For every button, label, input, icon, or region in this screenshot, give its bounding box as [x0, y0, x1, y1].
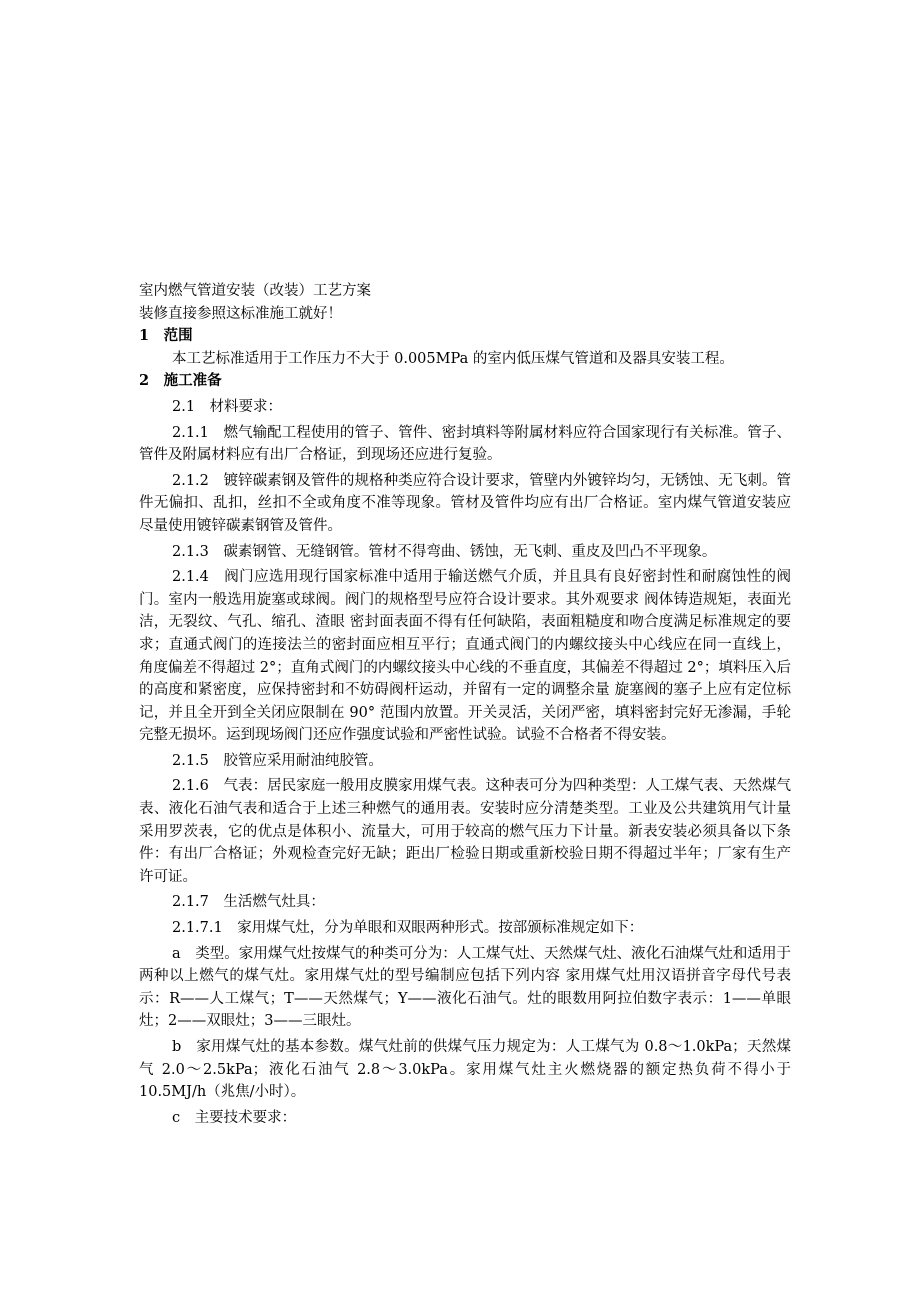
- paragraph-2-1-7: 2.1.7 生活燃气灶具：: [172, 894, 325, 911]
- section-1-text: 本工艺标准适用于工作压力不大于 0.005MPa 的室内低压煤气管道和及器具安装工程。: [172, 350, 734, 367]
- section-2-heading: 2 施工准备: [139, 372, 222, 390]
- paragraph-c: c 主要技术要求：: [172, 1109, 297, 1126]
- paragraph-2-1-4: 2.1.4 阀门应选用现行国家标准中适用于输送燃气介质，并且具有良好密封性和耐腐蚀性的阀门。室内一般选用旋塞或球阀。阀门的规格型号应符合设计要求。其外观要求 阀体铸造规矩，表面光洁，无裂纹、气孔、缩孔、渣眼 密封面表面不得有任何缺陷，表面粗糙度和吻合度满足标准规定的要求；直通式阀门的连接法兰的密封面应相互平行；直通式阀门的内螺纹接头中心线应在同一直线上，角度偏差不得超过 2°；直角式阀门的内螺纹接头中心线的不垂直度，其偏差不得超过 2°；填料压入后的高度和紧密度，应保持密封和不妨碍阀杆运动，并留有一定的调整余量 旋塞阀的塞子上应有定位标记，并且全开到全关闭应限制在 90° 范围内放置。开关灵活，关闭严密，填料密封完好无渗漏，手轮完整无损坏。运到现场阀门还应作强度试验和严密性试验。试验不合格者不得安装。: [139, 569, 791, 744]
- paragraph-2-1-7-1: 2.1.7.1 家用煤气灶，分为单眼和双眼两种形式。按部颁标准规定如下：: [172, 920, 644, 937]
- document-subtitle: 装修直接参照这标准施工就好！: [139, 305, 342, 322]
- paragraph-2-1-1: 2.1.1 燃气输配工程使用的管子、管件、密封填料等附属材料应符合国家现行有关标准。管子、管件及附属材料应有出厂合格证，到现场还应进行复验。: [139, 424, 791, 464]
- document-title: 室内燃气管道安装（改装）工艺方案: [139, 283, 371, 299]
- section-1-heading: 1 范围: [139, 327, 193, 345]
- paragraph-b: b 家用煤气灶的基本参数。煤气灶前的供煤气压力规定为：人工煤气为 0.8～1.0kPa；天然煤气 2.0～2.5kPa；液化石油气 2.8～3.0kPa。家用煤气灶主火燃烧器的额定热负荷不得小于 10.5MJ/h（兆焦/小时）。: [139, 1039, 791, 1101]
- paragraph-2-1-2: 2.1.2 镀锌碳素钢及管件的规格种类应符合设计要求，管壁内外镀锌均匀，无锈蚀、无飞刺。管件无偏扣、乱扣，丝扣不全或角度不准等现象。管材及管件均应有出厂合格证。室内煤气管道安装应尽量使用镀锌碳素钢管及管件。: [139, 472, 791, 534]
- paragraph-2-1: 2.1 材料要求：: [172, 398, 283, 415]
- paragraph-2-1-6: 2.1.6 气表：居民家庭一般用皮膜家用煤气表。这种表可分为四种类型：人工煤气表、天然煤气表、液化石油气表和适合于上述三种燃气的通用表。安装时应分清楚类型。工业及公共建筑用气计量采用罗茨表，它的优点是体积小、流量大，可用于较高的燃气压力下计量。新表安装必须具备以下条件：有出厂合格证；外观检查完好无缺；距出厂检验日期或重新校验日期不得超过半年；厂家有生产许可证。: [139, 778, 791, 885]
- document-page: [139, 280, 791, 1129]
- paragraph-2-1-3: 2.1.3 碳素钢管、无缝钢管。管材不得弯曲、锈蚀，无飞刺、重皮及凹凸不平现象。: [172, 543, 717, 560]
- paragraph-2-1-5: 2.1.5 胶管应采用耐油纯胶管。: [172, 752, 383, 769]
- paragraph-a: a 类型。家用煤气灶按煤气的种类可分为：人工煤气灶、天然煤气灶、液化石油煤气灶和适用于两种以上燃气的煤气灶。家用煤气灶的型号编制应包括下列内容 家用煤气灶用汉语拼音字母代号表示：R——人工煤气；T——天然煤气；Y——液化石油气。灶的眼数用阿拉伯数字表示：1——单眼灶；2——双眼灶；3——三眼灶。: [139, 945, 791, 1030]
